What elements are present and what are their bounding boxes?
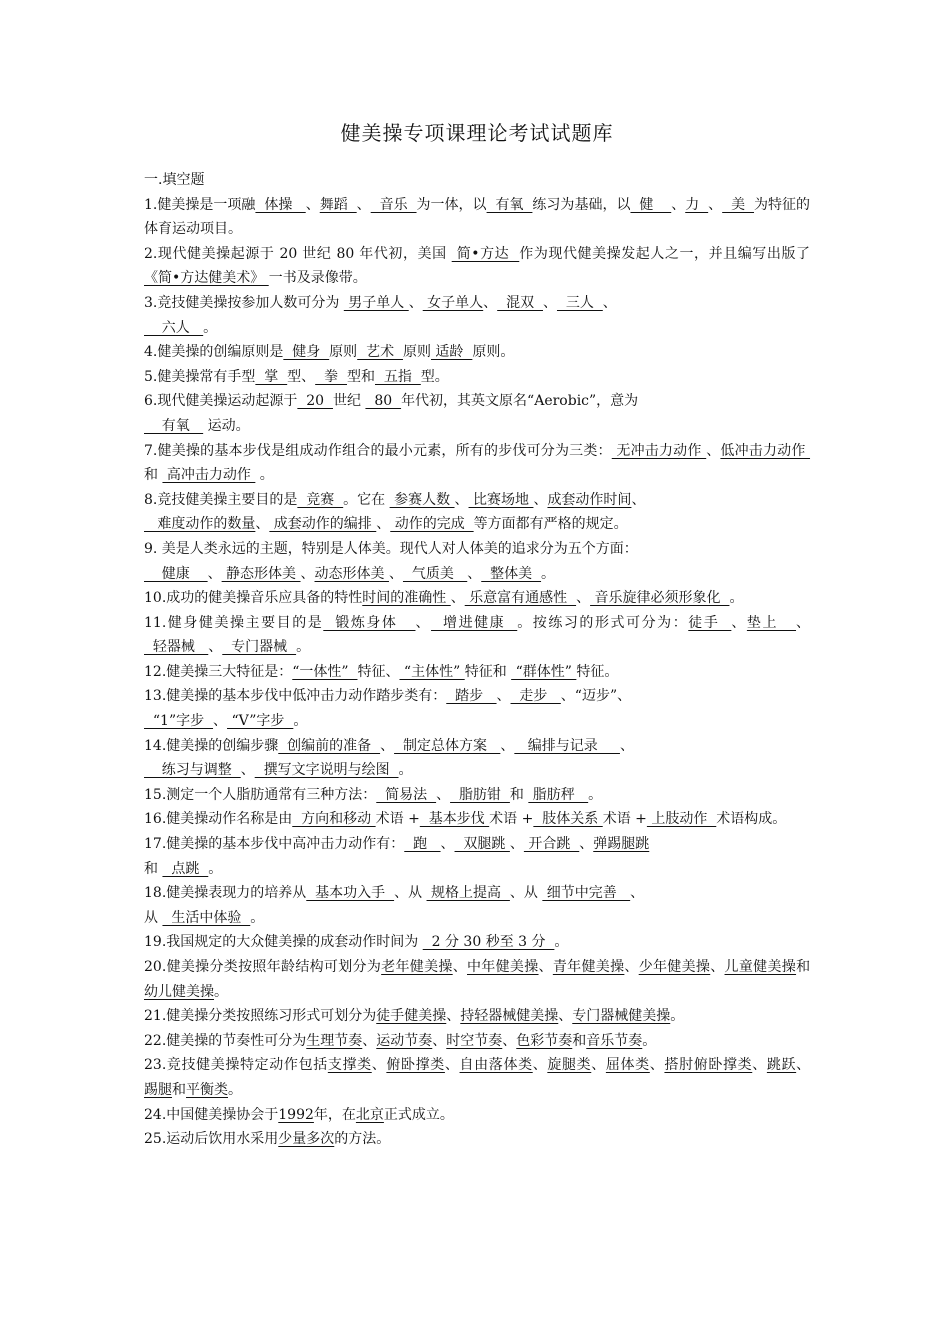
question-text: 、 <box>579 836 594 853</box>
document-page <box>144 0 810 1152</box>
question-text: 、 <box>432 1032 447 1049</box>
question-text: 7.健美操的基本步伐是组成动作组合的最小元素，所有的步伐可分为三类： <box>144 442 612 459</box>
answer-blank: 脂肪钳 <box>450 786 510 803</box>
answer-blank: 青年健美操 <box>552 959 625 975</box>
question-text: 、 <box>454 491 469 508</box>
answer-blank: 旋腿类 <box>547 1057 592 1074</box>
answer-blank: 自由落体类 <box>459 1057 533 1074</box>
question-text: 和 <box>796 959 811 975</box>
question-text: 术语 + <box>375 811 420 828</box>
question-text: 和 <box>509 786 529 803</box>
question-text: 术语构成。 <box>716 811 787 828</box>
question-text: 从 <box>144 909 163 926</box>
question-item <box>144 488 810 537</box>
answer-blank: 混双 <box>497 294 543 311</box>
answer-blank: 跑 <box>404 836 441 853</box>
question-item <box>144 193 810 242</box>
question-item <box>144 365 810 390</box>
question-text: 、 <box>496 688 511 705</box>
question-text: 25.运动后饮用水采用 <box>144 1131 279 1148</box>
question-text: 型和 <box>346 368 375 385</box>
question-text: 。 <box>293 713 308 730</box>
question-text: 15.测定一个人脂肪通常有三种方法： <box>144 786 377 803</box>
question-text: 、 <box>532 1057 548 1074</box>
question-text: 。 <box>228 1081 242 1098</box>
question-text: 为特征的体育运动项目。 <box>144 196 811 238</box>
question-text: 、 <box>207 565 222 582</box>
question-text: 、 <box>213 713 228 730</box>
question-item <box>144 832 810 881</box>
answer-blank: 上肢动作 <box>646 811 717 828</box>
answer-blank: 成套动作的编排 <box>269 516 377 533</box>
answer-blank: 拳 <box>315 368 347 385</box>
question-text: 。 <box>296 639 311 656</box>
answer-blank: 支撑类 <box>327 1057 372 1074</box>
answer-blank: “主体性” <box>399 663 465 680</box>
question-text: 、 <box>408 294 423 311</box>
question-text: 、 <box>452 959 467 975</box>
question-text: 。 <box>208 860 223 877</box>
question-item <box>144 1103 810 1128</box>
question-text: 术语 + <box>489 811 534 828</box>
question-text: 、 <box>538 959 553 975</box>
question-text: 、 <box>255 516 270 533</box>
question-text: 21.健美操分类按照练习形式可划分为 <box>144 1008 377 1025</box>
answer-blank: 肢体关系 <box>533 811 603 828</box>
question-text: 原则。 <box>472 344 515 361</box>
answer-blank: 点跳 <box>162 860 209 877</box>
question-text: 、 <box>483 294 498 311</box>
answer-blank: 健 <box>630 196 672 213</box>
question-item <box>144 930 810 955</box>
answer-blank: 徒手健美操 <box>376 1008 447 1025</box>
question-text: 年代初，其英文原名“Aerobic”，意为 <box>401 393 639 410</box>
question-text: 、 <box>436 786 451 803</box>
question-text: 、 <box>602 294 617 311</box>
question-text: 10.成功的健美操音乐应具备的特性 <box>144 590 363 607</box>
answer-blank: 基本功入手 <box>306 885 395 902</box>
answer-blank: “1”字步 <box>144 713 214 730</box>
answer-blank: 基本步伐 <box>419 811 490 828</box>
question-text: 和 <box>144 860 163 877</box>
question-text: 3.竞技健美操按参加人数可分为 <box>144 294 344 311</box>
question-text: 、 <box>649 1057 665 1074</box>
question-item <box>144 340 810 365</box>
question-text: 9. 美是人类永远的主题，特别是人体美。现代人对人体美的追求分为五个方面： <box>144 540 638 557</box>
question-text: 。 <box>541 565 556 582</box>
question-text: 。 <box>642 1032 657 1049</box>
question-item <box>144 586 810 611</box>
answer-blank: 静态形体美 <box>221 565 301 582</box>
answer-blank: 色彩节奏 <box>516 1032 573 1049</box>
answer-blank: 老年健美操 <box>381 959 453 975</box>
answer-blank: 20 <box>297 393 333 410</box>
question-text: 、 <box>300 565 315 582</box>
answer-blank: 练习与调整 <box>144 762 241 779</box>
question-text: 、 <box>708 196 723 213</box>
answer-blank: 少量多次 <box>278 1131 335 1148</box>
answer-blank: 垫上 <box>746 614 797 631</box>
answer-blank: 整体美 <box>481 565 542 582</box>
section-heading: 一.填空题 <box>144 172 205 188</box>
answer-blank: 俯卧撑类 <box>386 1057 445 1074</box>
question-text: 、 <box>619 737 634 754</box>
answer-blank: 北京 <box>355 1106 384 1123</box>
question-text: 、 <box>388 565 403 582</box>
answer-blank: 1992 <box>278 1106 314 1123</box>
answer-blank: 高冲击力动作 <box>162 467 256 484</box>
answer-blank: 六人 <box>144 319 204 336</box>
question-text: 。按练习的形式可分为： <box>517 614 689 631</box>
question-text: 原则 <box>329 344 358 361</box>
question-text: 。 <box>214 983 228 1000</box>
answer-blank: 平衡类 <box>186 1081 228 1098</box>
question-text: 1.健美操是一项融 <box>144 196 256 213</box>
answer-blank: 舞蹈 <box>319 196 357 213</box>
question-text: 14.健美操的创编步骤 <box>144 737 279 754</box>
question-text: 17.健美操的基本步伐中高冲击力动作有： <box>144 836 405 853</box>
answer-blank: 力 <box>685 196 709 213</box>
question-text: 世纪 <box>332 393 366 410</box>
question-item <box>144 291 810 340</box>
question-text: 特征和 <box>464 663 512 680</box>
question-text: 8.竞技健美操主要目的是 <box>144 491 298 508</box>
question-text: 、 <box>630 885 645 902</box>
answer-blank: 走步 <box>510 688 561 705</box>
question-list <box>144 193 810 1152</box>
answer-blank: “一体性” <box>292 663 358 680</box>
question-text: 19.我国规定的大众健美操的成套动作时间为 <box>144 934 423 951</box>
question-text: 20.健美操分类按照年龄结构可划分为 <box>144 959 382 975</box>
question-text: 、 <box>796 1057 811 1074</box>
question-text: 、 <box>446 1008 461 1025</box>
question-text: 特征、 <box>357 663 400 680</box>
answer-blank: 撰写文字说明与绘图 <box>254 762 399 779</box>
answer-blank: 轻器械 <box>144 639 209 656</box>
question-text: 练习为基础，以 <box>532 196 631 213</box>
question-text: 。 <box>670 1008 685 1025</box>
answer-blank: 少年健美操 <box>638 959 711 975</box>
question-item <box>144 807 810 832</box>
question-text: 、 <box>467 565 482 582</box>
question-text: 、 <box>415 614 432 631</box>
answer-blank: 五指 <box>374 368 421 385</box>
question-text: 、 <box>631 491 646 508</box>
question-text: 运动。 <box>203 417 250 434</box>
question-text: 、 <box>509 836 524 853</box>
question-text: 18.健美操表现力的培养从 <box>144 885 307 902</box>
answer-blank: 双腿跳 <box>454 836 510 853</box>
question-text: 、“迈步”、 <box>560 688 632 705</box>
answer-blank: 运动节奏 <box>376 1032 433 1049</box>
answer-blank: 难度动作的数量 <box>144 516 256 533</box>
answer-blank: 脂肪秤 <box>528 786 589 803</box>
question-item <box>144 684 810 733</box>
question-text: 、 <box>731 614 747 631</box>
answer-blank: 编排与记录 <box>514 737 620 754</box>
question-text: 的方法。 <box>334 1131 391 1148</box>
question-text: 、 <box>542 294 557 311</box>
answer-blank: 成套动作时间 <box>547 491 632 508</box>
answer-blank: 音乐节奏 <box>586 1032 643 1049</box>
question-text: 、 <box>706 442 721 459</box>
answer-blank: 专门器械健美操 <box>572 1008 671 1025</box>
question-text: 、 <box>591 1057 606 1074</box>
question-text: 、 <box>380 737 395 754</box>
answer-blank: 男子单人 <box>343 294 409 311</box>
question-text: 为一体，以 <box>416 196 487 213</box>
question-item <box>144 734 810 783</box>
answer-blank: 动态形体美 <box>314 565 389 582</box>
question-text: 4.健美操的创编原则是 <box>144 344 284 361</box>
answer-blank: 简易法 <box>376 786 437 803</box>
question-text: 5.健美操常有手型 <box>144 368 256 385</box>
answer-blank: 无冲击力动作 <box>611 442 707 459</box>
question-text: 、 <box>576 590 591 607</box>
answer-blank: 踢腿 <box>144 1081 172 1098</box>
question-item <box>144 783 810 808</box>
question-text: 正式成立。 <box>383 1106 454 1123</box>
question-text: 等方面都有严格的规定。 <box>473 516 628 533</box>
question-text: 、 <box>371 1057 387 1074</box>
question-text: 、 <box>671 196 686 213</box>
question-text: 、从 <box>509 885 543 902</box>
answer-blank: 艺术 <box>357 344 403 361</box>
answer-blank: 气质美 <box>402 565 468 582</box>
answer-blank: 中年健美操 <box>467 959 539 975</box>
answer-blank: 三人 <box>556 294 603 311</box>
question-item <box>144 881 810 930</box>
answer-blank: 适龄 <box>430 344 473 361</box>
question-text: 型。 <box>420 368 449 385</box>
question-text: 16.健美操动作名称是由 <box>144 811 293 828</box>
answer-blank: 简•方达 <box>451 245 520 262</box>
question-text: 、 <box>376 516 391 533</box>
question-text: 、 <box>440 836 455 853</box>
answer-blank: 动作的完成 <box>390 516 474 533</box>
question-text: 22.健美操的节奏性可分为 <box>144 1032 307 1049</box>
answer-blank: 屈体类 <box>605 1057 650 1074</box>
question-text: 、 <box>710 959 725 975</box>
question-text: 23.竞技健美操特定动作包括 <box>144 1057 328 1074</box>
question-text: 、从 <box>394 885 427 902</box>
answer-blank: 锻炼身体 <box>323 614 416 631</box>
answer-blank: 低冲击力动作 <box>720 442 811 459</box>
question-text: 。 <box>255 467 274 484</box>
answer-blank: 规格上提高 <box>426 885 510 902</box>
answer-blank: 制定总体方案 <box>394 737 501 754</box>
question-text: 、 <box>752 1057 767 1074</box>
question-text: 2.现代健美操起源于 20 世纪 80 年代初，美国 <box>144 245 452 262</box>
question-text: 13.健美操的基本步伐中低冲击力动作踏步类有： <box>144 688 447 705</box>
answer-blank: “群体性” <box>511 663 577 680</box>
answer-blank: 美 <box>722 196 755 213</box>
answer-blank: 专门器械 <box>222 639 297 656</box>
question-text: 、 <box>356 196 371 213</box>
question-text: 。 <box>729 590 744 607</box>
answer-blank: 80 <box>365 393 402 410</box>
question-text: 作为现代健美操发起人之一，并且编写出版了 <box>519 245 811 262</box>
question-item <box>144 1004 810 1029</box>
question-text: 、 <box>450 590 465 607</box>
question-text: 型、 <box>287 368 316 385</box>
answer-blank: 搭肘俯卧撑类 <box>664 1057 753 1074</box>
question-text: 、 <box>558 1008 573 1025</box>
answer-blank: 掌 <box>255 368 288 385</box>
question-text: 12.健美操三大特征是： <box>144 663 293 680</box>
answer-blank: 幼儿健美操 <box>144 983 214 1000</box>
answer-blank: 音乐旋律必须形象化 <box>590 590 730 607</box>
answer-blank: 儿童健美操 <box>724 959 797 975</box>
question-item <box>144 439 810 488</box>
answer-blank: 时间的准确性 <box>362 590 451 607</box>
question-item <box>144 1029 810 1054</box>
answer-blank: 比赛场地 <box>468 491 534 508</box>
question-item <box>144 242 810 291</box>
question-text: 、 <box>444 1057 460 1074</box>
question-text: 和 <box>572 1032 587 1049</box>
question-text: 24.中国健美操协会于 <box>144 1106 279 1123</box>
question-text: 6.现代健美操运动起源于 <box>144 393 298 410</box>
question-text: 一书及录像带。 <box>268 270 367 287</box>
question-text: 、 <box>796 614 811 631</box>
question-text: 原则 <box>402 344 431 361</box>
question-text: 、 <box>502 1032 517 1049</box>
answer-blank: 参赛人数 <box>389 491 455 508</box>
answer-blank: 健身 <box>283 344 330 361</box>
question-text: 、 <box>208 639 223 656</box>
question-item <box>144 660 810 685</box>
answer-blank: 时空节奏 <box>446 1032 503 1049</box>
question-item <box>144 389 810 438</box>
answer-blank: 弹踢腿跳 <box>593 836 650 853</box>
answer-blank: 生理节奏 <box>306 1032 363 1049</box>
answer-blank: 体操 <box>255 196 306 213</box>
question-text: 和 <box>172 1081 186 1098</box>
question-text: 、 <box>240 762 255 779</box>
answer-blank: 增进健康 <box>431 614 518 631</box>
answer-blank: 创编前的准备 <box>278 737 381 754</box>
question-text: 。 <box>554 934 569 951</box>
answer-blank: 细节中完善 <box>542 885 631 902</box>
question-text: 年，在 <box>313 1106 356 1123</box>
answer-blank: 《简•方达健美术》 <box>144 270 269 287</box>
answer-blank: 踏步 <box>446 688 497 705</box>
answer-blank: 方向和移动 <box>292 811 376 828</box>
question-text: 。 <box>588 786 603 803</box>
answer-blank: 2 分 30 秒至 3 分 <box>422 934 555 951</box>
answer-blank: 有氧 <box>486 196 533 213</box>
answer-blank: 持轻器械健美操 <box>460 1008 559 1025</box>
answer-blank: 开合跳 <box>523 836 580 853</box>
answer-blank: 徒手 <box>688 614 732 631</box>
question-text: 特征。 <box>576 663 619 680</box>
answer-blank: 有氧 <box>144 417 204 434</box>
question-item <box>144 1053 810 1102</box>
document-title: 健美操专项课理论考试试题库 <box>340 121 614 145</box>
question-text: 、 <box>362 1032 377 1049</box>
question-text: 、 <box>533 491 548 508</box>
answer-blank: “V”字步 <box>227 713 294 730</box>
question-text: 。 <box>398 762 413 779</box>
question-text: 。 <box>250 909 265 926</box>
answer-blank: 乐意富有通感性 <box>464 590 577 607</box>
question-text: 11.健身健美操主要目的是 <box>144 614 324 631</box>
question-text: 、 <box>624 959 639 975</box>
answer-blank: 健康 <box>144 565 208 582</box>
answer-blank: 生活中体验 <box>162 909 251 926</box>
question-text: 、 <box>500 737 515 754</box>
question-text: 和 <box>144 467 163 484</box>
answer-blank: 竞赛 <box>297 491 344 508</box>
question-item <box>144 1127 810 1152</box>
question-text: 。 <box>203 319 218 336</box>
question-text: 术语 + <box>602 811 647 828</box>
question-text: 。它在 <box>343 491 390 508</box>
question-text: 、 <box>305 196 320 213</box>
answer-blank: 音乐 <box>370 196 417 213</box>
question-item <box>144 611 810 660</box>
answer-blank: 跳跃 <box>766 1057 797 1074</box>
question-item <box>144 537 810 586</box>
question-item <box>144 955 810 1004</box>
answer-blank: 女子单人 <box>422 294 484 311</box>
